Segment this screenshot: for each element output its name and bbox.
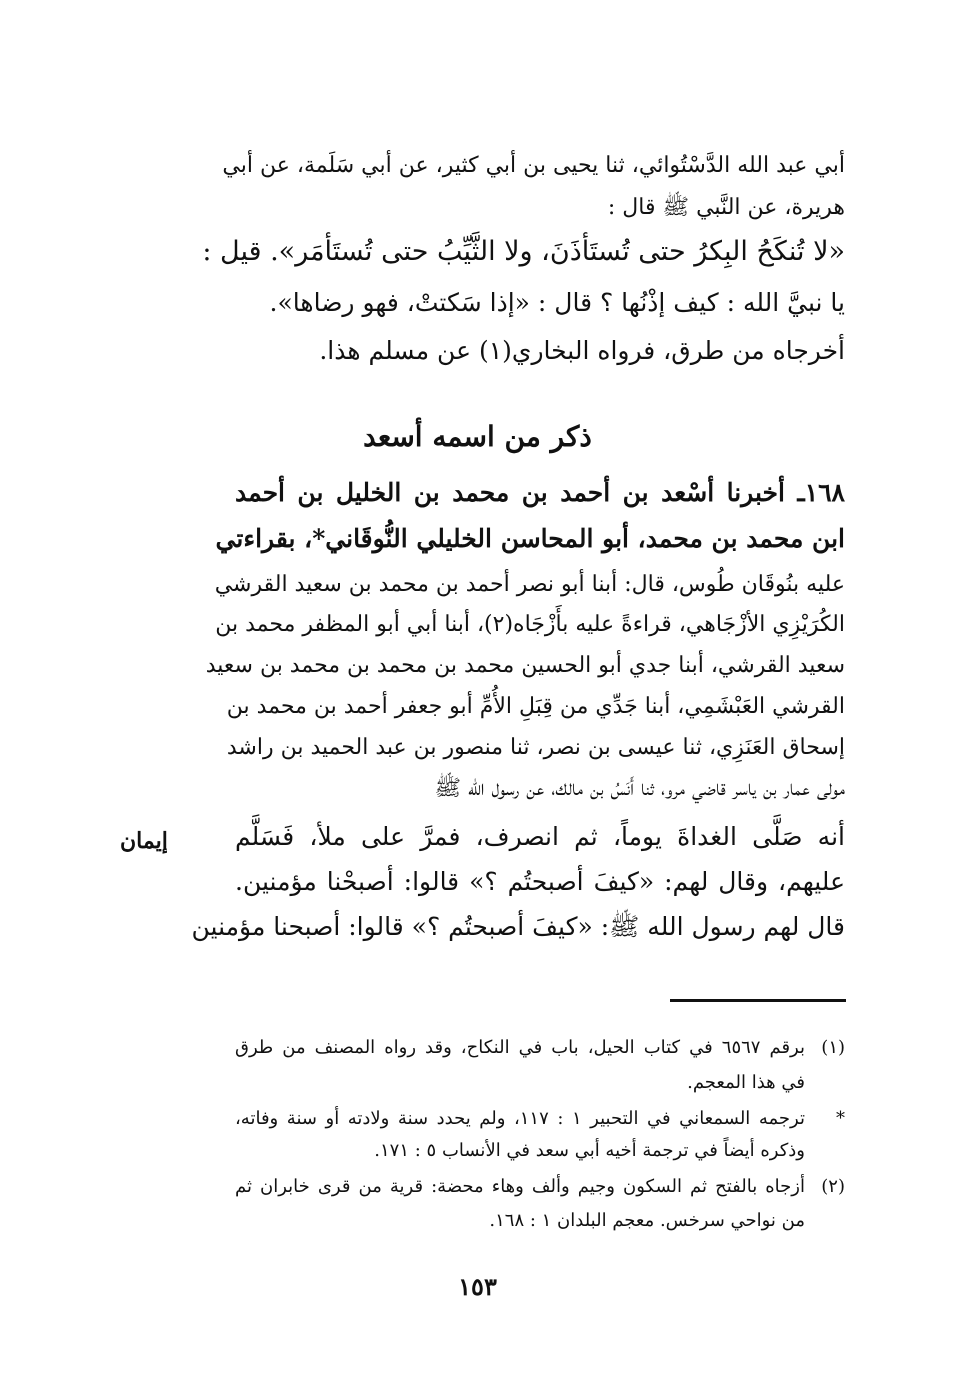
footnote-mark: (٢) bbox=[821, 1176, 845, 1197]
hadith-line: قال لهم رسول الله ﷺ: «كيفَ أصبحتُم ؟» قالوا: أصبحنا مؤمنين bbox=[191, 912, 845, 941]
footnote-text: ترجمه السمعاني في التحبير ١ : ١١٧، ولم يحدد سنة ولادته أو سنة وفاته، bbox=[235, 1108, 805, 1129]
body-line: أخرجاه من طرق، فرواه البخاري(١) عن مسلم هذا. bbox=[319, 336, 845, 365]
footnote bbox=[235, 1037, 845, 1059]
entry-line: القرشي العَبْشَمِي، أبنا جَدِّي من قِبَلِ الأُمِّ أبو جعفر أحمد بن محمد بن bbox=[226, 694, 845, 719]
margin-note: إيمان bbox=[120, 828, 168, 854]
footnote-text: أزجاه بالفتح ثم السكون وجيم وألف وهاء محضة: قرية من قرى خابران ثم bbox=[235, 1176, 805, 1197]
hadith-line: أنه صَلَّى الغداةَ يوماً، ثم انصرف، فمرَّ على ملأ، فَسَلَّم bbox=[235, 822, 845, 851]
entry-line: ابن محمد بن محمد، أبو المحاسن الخليلي النُّوقَاني*، بقراءتي bbox=[215, 524, 845, 553]
footnote-continuation: في هذا المعجم. bbox=[687, 1072, 805, 1093]
hadith-line: عليهم، وقال لهم: «كيفَ أصبحتُم ؟» قالوا: أصبحْنا مؤمنين. bbox=[235, 867, 845, 896]
footnote bbox=[235, 1176, 845, 1198]
entry-line: مولى عمار بن ياسر قاضي مرو، ثنا أَنَسُ بن مالك، عن رسول الله ﷺ bbox=[434, 776, 845, 801]
footnote bbox=[235, 1108, 845, 1130]
body-line: أبي عبد الله الدَّسْتُوائي، ثنا يحيى بن أبي كثير، عن أبي سَلَمة، عن أبي bbox=[222, 153, 845, 178]
body-line: هريرة، عن النَّبي ﷺ قال : bbox=[607, 195, 845, 220]
footnote-mark: (١) bbox=[821, 1037, 846, 1058]
section-heading: ذكر من اسمه أسعد bbox=[363, 420, 592, 453]
entry-line: ١٦٨ـ أخبرنا أسْعد بن أحمد بن محمد بن الخليل بن أحمد bbox=[235, 478, 845, 507]
entry-line: إسحاق العَنَزِي، ثنا عيسى بن نصر، ثنا منصور بن عبد الحميد بن راشد bbox=[226, 735, 845, 760]
footnote-separator bbox=[670, 999, 846, 1002]
footnote-continuation: وذكره أيضاً في ترجمة أخيه أبي سعد في الأنساب ٥ : ١٧١. bbox=[374, 1140, 805, 1161]
body-line: يا نبيَّ الله : كيف إذْنُها ؟ قال : «إذا سَكتتْ، فهو رضاها». bbox=[269, 288, 845, 317]
footnote-text: برقم ٦٥٦٧ في كتاب الحيل، باب في النكاح، وقد رواه المصنف من طرق bbox=[235, 1037, 806, 1058]
entry-line: الكُرَيْزِي الأزْجَاهي، قراءةً عليه بأَزْجَاه(٢)، أبنا أبي أبو المظفر محمد بن bbox=[215, 612, 845, 637]
entry-line: سعيد القرشي، أبنا جدي أبو الحسين محمد بن محمد بن محمد بن سعيد bbox=[205, 653, 845, 678]
page-number: ١٥٣ bbox=[458, 1272, 497, 1301]
body-line: «لا تُنكَحُ البِكرُ حتى تُستَأذَنَ، ولا الثَّيِّبُ حتى تُستَأمَر». قيل : bbox=[202, 236, 845, 267]
entry-line: عليه بنُوقَان طُوس، قال: أبنا أبو نصر أحمد بن محمد بن سعيد القرشي bbox=[214, 572, 845, 597]
footnote-continuation: من نواحي سرخس. معجم البلدان ١ : ١٦٨. bbox=[489, 1210, 805, 1231]
footnote-mark: * bbox=[835, 1108, 845, 1129]
